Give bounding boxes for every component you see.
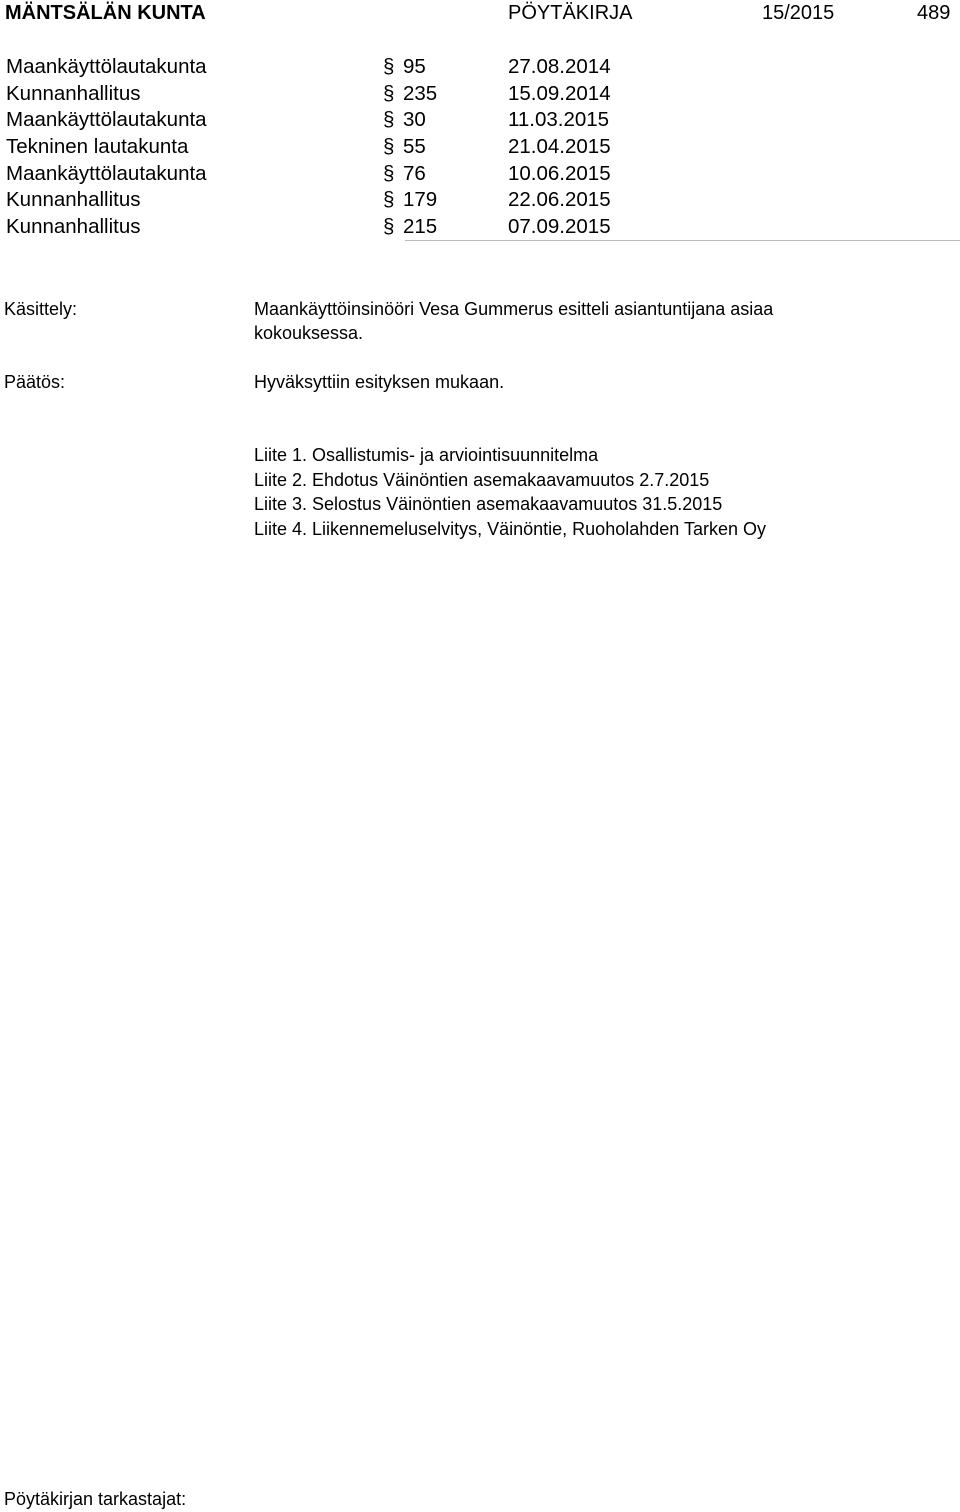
section-symbol: §: [383, 215, 395, 239]
history-date: 07.09.2015: [508, 215, 611, 239]
history-paragraph: 179: [403, 188, 438, 212]
history-date: 11.03.2015: [508, 108, 610, 132]
kasittely-text-line-2: kokouksessa.: [254, 323, 364, 343]
history-date: 22.06.2015: [508, 188, 611, 212]
history-row: [0, 161, 960, 188]
kasittely-label: Käsittely:: [4, 299, 78, 319]
history-paragraph: 215: [403, 215, 438, 239]
history-date: 21.04.2015: [508, 135, 611, 159]
page-number: 489: [917, 2, 951, 24]
history-paragraph: 76: [403, 161, 426, 185]
history-body: Maankäyttölautakunta: [6, 161, 207, 185]
paatos-text: Hyväksyttiin esityksen mukaan.: [254, 372, 505, 392]
history-date: 10.06.2015: [508, 161, 611, 185]
section-symbol: §: [383, 161, 395, 185]
history-body: Kunnanhallitus: [6, 188, 141, 212]
history-paragraph: 235: [403, 81, 438, 105]
history-row: [0, 187, 960, 214]
history-body: Kunnanhallitus: [6, 215, 141, 239]
page-header: [0, 0, 960, 30]
history-paragraph: 55: [403, 135, 426, 159]
history-row: [0, 54, 960, 81]
paatos-label: Päätös:: [4, 372, 66, 392]
section-symbol: §: [383, 81, 395, 105]
meeting-number: 15/2015: [762, 2, 835, 24]
section-symbol: §: [383, 108, 395, 132]
attachment-item: Liite 2. Ehdotus Väinöntien asemakaavamuutos 2.7.2015: [254, 469, 710, 490]
kasittely-text-line-1: Maankäyttöinsinööri Vesa Gummerus esitteli asiantuntijana asiaa: [254, 299, 774, 319]
history-date: 15.09.2014: [508, 81, 611, 105]
history-body: Maankäyttölautakunta: [6, 108, 207, 132]
attachment-item: Liite 3. Selostus Väinöntien asemakaavamuutos 31.5.2015: [254, 494, 723, 514]
organization-name: MÄNTSÄLÄN KUNTA: [5, 2, 206, 24]
section-symbol: §: [383, 135, 395, 159]
history-body: Tekninen lautakunta: [6, 135, 189, 159]
attachments-list: [254, 443, 766, 541]
history-row: [0, 134, 960, 161]
history-row: [0, 107, 960, 134]
document-type: PÖYTÄKIRJA: [508, 2, 633, 24]
attachment-item: Liite 4. Liikennemeluselvitys, Väinöntie, Ruoholahden Tarken Oy: [254, 518, 766, 539]
history-paragraph: 30: [403, 108, 426, 132]
history-date: 27.08.2014: [508, 55, 611, 78]
history-row: [0, 214, 960, 241]
history-paragraph: 95: [403, 55, 426, 78]
history-body: Kunnanhallitus: [6, 81, 141, 105]
minutes-checkers-label: Pöytäkirjan tarkastajat:: [4, 1489, 187, 1509]
history-divider: [405, 240, 960, 241]
section-symbol: §: [383, 188, 395, 212]
attachment-item: Liite 1. Osallistumis- ja arviointisuunnitelma: [254, 445, 599, 465]
section-symbol: §: [383, 55, 395, 78]
history-body: Maankäyttölautakunta: [6, 55, 207, 78]
processing-history: [0, 54, 960, 241]
history-row: [0, 81, 960, 108]
